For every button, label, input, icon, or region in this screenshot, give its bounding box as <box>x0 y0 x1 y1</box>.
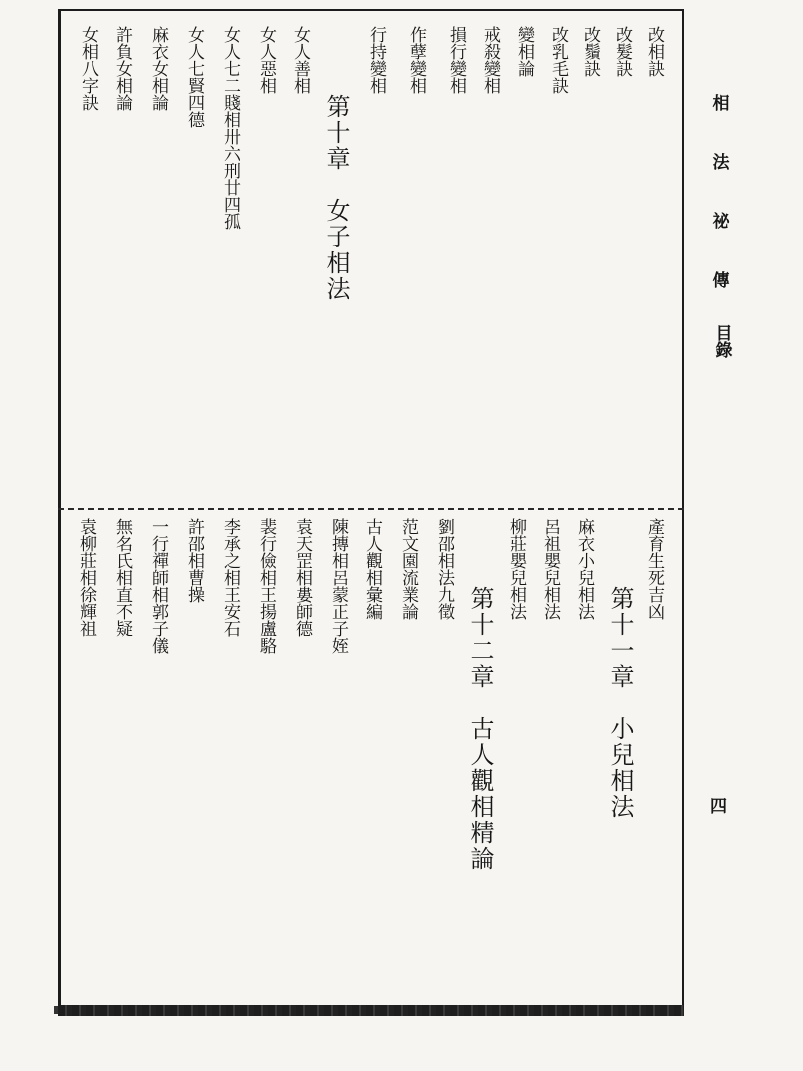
toc-entry: 改鬚訣 <box>580 26 600 77</box>
toc-entry: 行持變相 <box>366 26 386 94</box>
toc-entry: 損行變相 <box>446 26 466 94</box>
header-char: 法 <box>712 153 730 173</box>
chapter-heading: 第十章 女子相法 <box>322 94 350 302</box>
toc-entry: 呂祖嬰兒相法 <box>540 518 560 620</box>
toc-entry: 一行禪師相郭子儀 <box>148 518 168 654</box>
toc-entry: 劉邵相法九徵 <box>434 518 454 620</box>
toc-entry: 女人七二賤相卅六刑廿四孤 <box>220 26 240 230</box>
margin-mark <box>54 1006 58 1014</box>
page-number: 四 <box>710 797 727 817</box>
toc-entry: 改乳毛訣 <box>548 26 568 94</box>
header-char: 祕 <box>712 212 730 232</box>
toc-entry: 范文園流業論 <box>398 518 418 620</box>
toc-entry: 戒殺變相 <box>480 26 500 94</box>
toc-entry: 女人七賢四德 <box>184 26 204 128</box>
toc-entry: 改相訣 <box>644 26 664 77</box>
header-char: 傳 <box>712 271 730 291</box>
toc-entry: 許負女相論 <box>112 26 132 111</box>
toc-entry: 變相論 <box>514 26 534 77</box>
toc-entry: 柳莊嬰兒相法 <box>506 518 526 620</box>
toc-entry: 女人惡相 <box>256 26 276 94</box>
chapter-heading: 第十一章 小兒相法 <box>606 586 634 820</box>
section-divider <box>58 508 684 510</box>
header-char: 相 <box>712 94 730 114</box>
toc-entry: 作孽變相 <box>406 26 426 94</box>
toc-entry: 陳摶相呂蒙正子姪 <box>328 518 348 654</box>
toc-entry: 產育生死吉凶 <box>644 518 664 620</box>
toc-entry: 改髮訣 <box>612 26 632 77</box>
toc-entry: 李承之相王安石 <box>220 518 240 637</box>
toc-entry: 袁柳莊相徐輝祖 <box>76 518 96 637</box>
toc-entry: 麻衣小兒相法 <box>574 518 594 620</box>
page-border <box>58 9 684 1012</box>
toc-entry: 袁天罡相婁師德 <box>292 518 312 637</box>
toc-entry: 麻衣女相論 <box>148 26 168 111</box>
toc-entry: 無名氏相直不疑 <box>112 518 132 637</box>
running-header <box>706 96 736 358</box>
toc-entry: 許邵相曹操 <box>184 518 204 603</box>
bottom-rule <box>58 1005 684 1016</box>
toc-entry: 女人善相 <box>290 26 310 94</box>
header-section: 目錄 <box>711 324 732 358</box>
toc-entry: 女相八字訣 <box>78 26 98 111</box>
toc-entry: 古人觀相彙編 <box>362 518 382 620</box>
toc-entry: 裴行儉相王揚盧駱 <box>256 518 276 654</box>
chapter-heading: 第十二章 古人觀相精論 <box>466 586 494 872</box>
